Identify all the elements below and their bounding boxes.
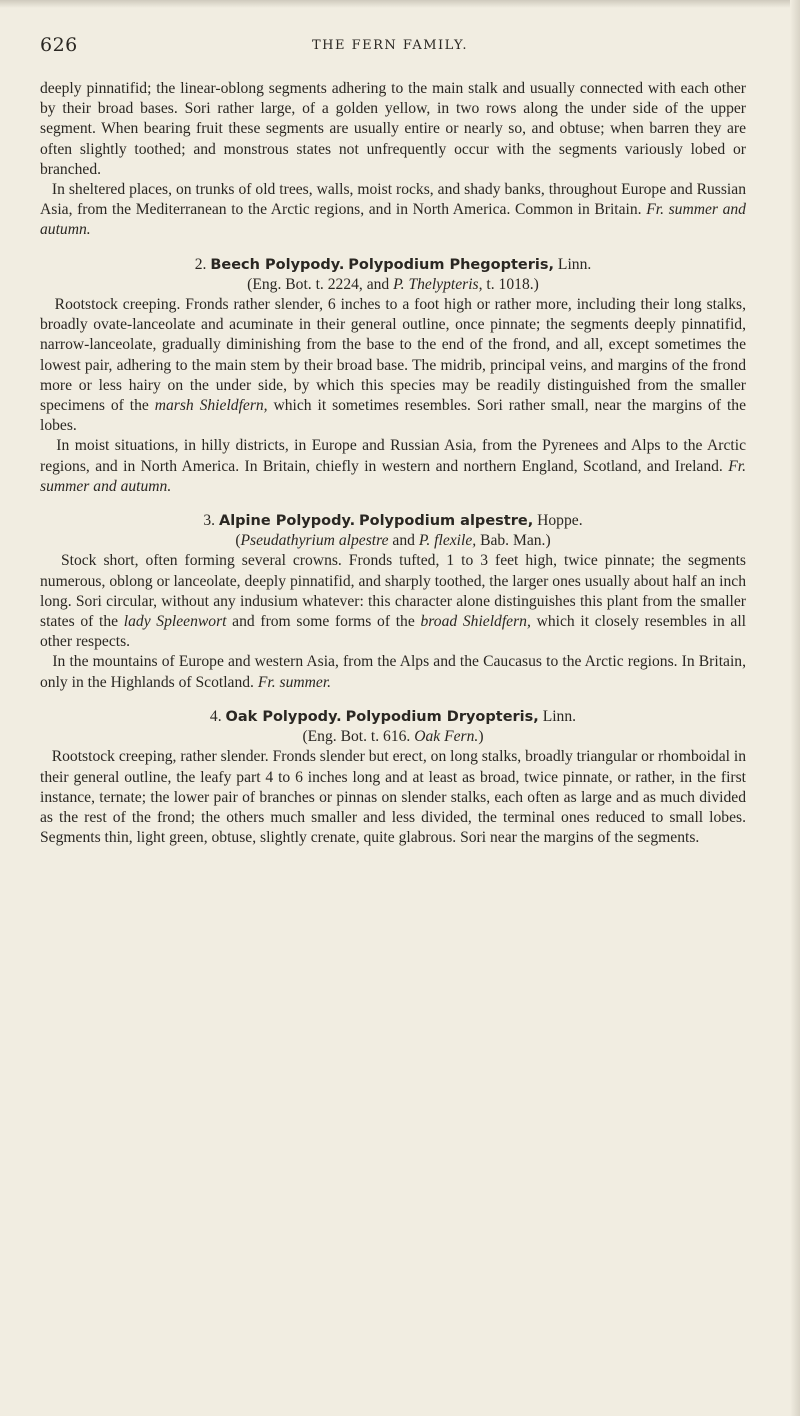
species-description: Stock short, often forming several crowns. Fronds tufted, 1 to 3 feet high, twice pinnate; the segments numerous, oblong or lanceolate, deeply pinnatifid, and sharply toothed, the larger ones usually about half an inch long. Sori circular, without any indusium whatever: this character alone distinguishes this plant from the smaller states of the lady Spleenwort and from some forms of the broad Shieldfern, which it closely resembles in all other respects. (40, 552, 747, 651)
species-distribution: In moist situations, in hilly districts, in Europe and Russian Asia, from the Pyrenees and Alps to the Arctic regions, and in North America. In Britain, chiefly in western and northern England, Scotland, and Ireland. Fr. summer and autumn. (40, 437, 746, 495)
species-synonyms: (Eng. Bot. t. 616. Oak Fern.) (302, 728, 484, 746)
species-heading: 4. Oak Polypody. Polypodium Dryopteris, Linn. (209, 707, 577, 725)
species-distribution: In the mountains of Europe and western Asia, from the Alps and the Caucasus to the Arctic regions. In Britain, only in the Highlands of Scotland. Fr. summer. (40, 653, 746, 691)
species-description: Rootstock creeping, rather slender. Fronds slender but erect, on long stalks, broadly triangular or rhomboidal in their general outline, the leafy part 4 to 6 inches long and at least as broad, twice pinnate, or rather, in the first instance, ternate; the lower pair of branches or pinnas on slender stalks, each often as large and as much divided as the rest of the frond; the others much smaller and less divided, the terminal ones reduced to small lobes. Segments thin, light green, obtuse, slightly crenate, quite glabrous. Sori near the margins of the segments. (40, 748, 746, 847)
intro-paragraph-1: deeply pinnatifid; the linear-oblong segments adhering to the main stalk and usually connected with each other by their broad bases. Sori rather large, of a golden yellow, in two rows along the under side of the upper segment. When bearing fruit these segments are usually entire or nearly so, and obtuse; when barren they are often slightly toothed; and monstrous states not unfrequently occur with the segments variously lobed or branched. (40, 80, 746, 178)
running-head: THE FERN FAMILY. (312, 38, 468, 53)
page-edge-shadow (790, 0, 800, 1416)
species-synonyms: (Eng. Bot. t. 2224, and P. Thelypteris, t. 1018.) (247, 275, 539, 293)
intro-paragraph-2: In sheltered places, on trunks of old trees, walls, moist rocks, and shady banks, throughout Europe and Russian Asia, from the Mediterranean to the Arctic regions, and in North America. Common in Britain. Fr. summer and autumn. (40, 181, 746, 239)
species-heading: 3. Alpine Polypody. Polypodium alpestre, Hoppe. (203, 512, 583, 530)
species-description: Rootstock creeping. Fronds rather slender, 6 inches to a foot high or rather more, including their long stalks, broadly ovate-lanceolate and acuminate in their general outline, once pinnate; the segments deeply pinnatifid, narrow-lanceolate, gradually diminishing from the base to the end of the frond, and all, except sometimes the lowest pair, adhering to the main stem by their broad base. The midrib, principal veins, and margins of the frond more or less hairy on the under side, by which this species may be readily distinguished from the smaller specimens of the marsh Shieldfern, which it sometimes resembles. Sori rather small, near the margins of the lobes. (40, 296, 746, 435)
page-body (40, 79, 746, 848)
species-synonyms: (Pseudathyrium alpestre and P. flexile, Bab. Man.) (235, 532, 551, 550)
page-header (40, 34, 740, 64)
page-top-shadow (0, 0, 800, 8)
page-number: 626 (40, 34, 78, 56)
species-heading: 2. Beech Polypody. Polypodium Phegopteris, Linn. (194, 255, 592, 273)
flowering-time: Fr. summer and autumn. (40, 201, 746, 239)
